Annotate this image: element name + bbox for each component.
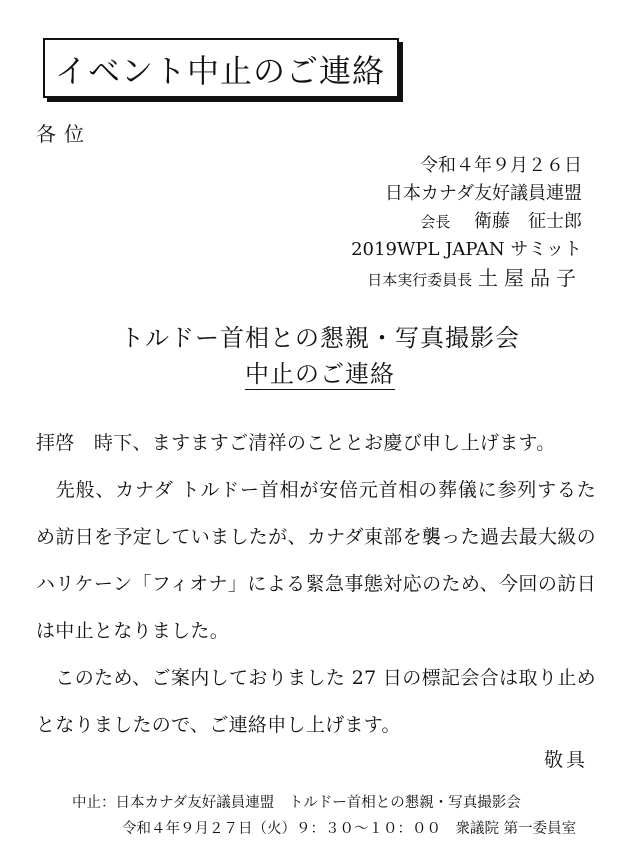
committee-line xyxy=(351,264,582,294)
chair-title: 会長 xyxy=(420,213,451,231)
body-paragraph-cancellation: このため、ご案内しておりました 27 日の標記会合は取り止めとなりましたので、ご連絡申し上げます。 xyxy=(36,667,596,736)
body-paragraph-announcement: 先般、カナダ トルドー首相が安倍元首相の葬儀に参列するため訪日を予定していましたが、カナダ東部を襲った過去最大級のハリケーン「フィオナ」による緊急事態対応のため、今回の訪日は中止となりました。 xyxy=(36,479,596,642)
heading-line-1: トルドー首相との懇親・写真撮影会 xyxy=(120,324,520,352)
heading-line-2-wrapper xyxy=(0,356,640,392)
body-paragraph-greeting: 拝啓 時下、ますますご清祥のこととお慶び申し上げます。 xyxy=(36,432,556,454)
document-heading xyxy=(0,320,640,392)
chair-name: 衛藤 征士郎 xyxy=(474,211,582,232)
organization-name: 日本カナダ友好議員連盟 xyxy=(384,183,582,204)
sender-block xyxy=(351,152,582,294)
notice-title: イベント中止のご連絡 xyxy=(43,38,399,98)
heading-line-2: 中止のご連絡 xyxy=(245,360,395,388)
addressee: 各位 xyxy=(36,122,92,146)
chair-line xyxy=(351,208,582,236)
footer-summary xyxy=(72,790,576,842)
closing-word: 敬具 xyxy=(543,749,588,771)
letter-body xyxy=(36,420,596,749)
committee-title: 日本実行委員長 xyxy=(367,271,473,289)
summit-name: 2019WPL JAPAN サミット xyxy=(351,239,582,260)
footer-line-1: 中止：日本カナダ友好議員連盟 トルドー首相との懇親・写真撮影会 xyxy=(72,795,521,811)
footer-line-2: 令和４年９月２７日（火）９：３０〜１０：００ 衆議院 第一委員室 xyxy=(122,821,577,837)
committee-name: 土屋品子 xyxy=(478,266,582,290)
issue-date: 令和４年９月２６日 xyxy=(420,155,582,176)
